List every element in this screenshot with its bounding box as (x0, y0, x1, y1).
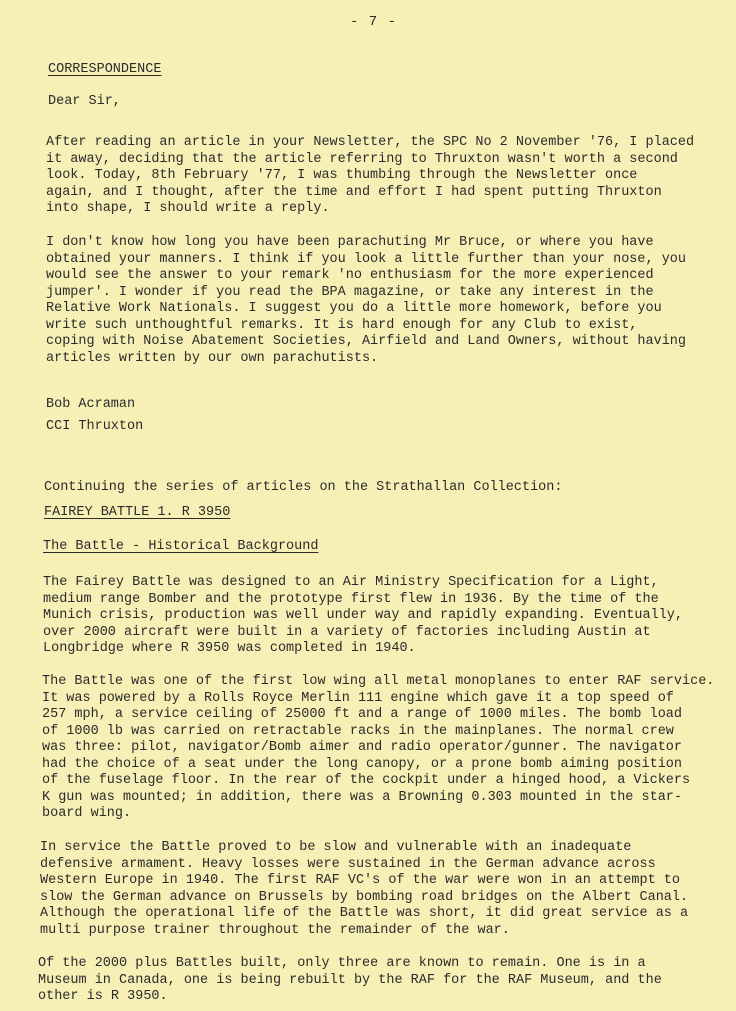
letter-paragraph-2 (46, 235, 686, 367)
text-line: K gun was mounted; in addition, there was a Browning 0.303 mounted in the star- (42, 789, 683, 805)
text-line: coping with Noise Abatement Societies, Airfield and Land Owners, without having (46, 334, 687, 349)
text-line: Although the operational life of the Battle was short, it did great service as a (40, 906, 689, 921)
article-paragraph-2 (42, 674, 714, 823)
text-line: look. Today, 8th February '77, I was thumbing through the Newsletter once (46, 168, 638, 183)
text-line: over 2000 aircraft were built in a variety of factories including Austin at (43, 624, 651, 640)
text-line: had the choice of a seat under the long canopy, or a prone bomb aiming position (42, 756, 683, 772)
text-line: The Battle was one of the first low wing all metal monoplanes to enter RAF service. (42, 674, 715, 689)
text-line: 257 mph, a service ceiling of 25000 ft and a range of 1000 miles. The bomb load (42, 707, 683, 722)
text-line: I don't know how long you have been parachuting Mr Bruce, or where you have (46, 235, 654, 250)
text-line: of 1000 lb was carried on retractable racks in the mainplanes. The normal crew (42, 723, 674, 739)
text-line: again, and I thought, after the time and effort I had spent putting Thruxton (46, 184, 662, 200)
signature-name: Bob Acraman (46, 397, 136, 412)
text-line: of the fuselage floor. In the rear of the cockpit under a hinged hood, a Vickers (42, 773, 691, 788)
text-line: Munich crisis, production was well under way and rapidly expanding. Eventually, (43, 608, 684, 623)
article-title: FAIREY BATTLE 1. R 3950 (44, 505, 231, 520)
article-subheading: The Battle - Historical Background (43, 539, 319, 554)
text-line: In service the Battle proved to be slow and vulnerable with an inadequate (40, 840, 632, 855)
article-paragraph-3 (40, 840, 688, 939)
article-paragraph-4 (38, 956, 662, 1006)
text-line: The Fairey Battle was designed to an Air Ministry Specification for a Light, (43, 575, 659, 590)
article-paragraph-1 (43, 575, 683, 658)
text-line: was three: pilot, navigator/Bomb aimer and radio operator/gunner. The navigator (42, 740, 683, 755)
page-number: - 7 - (350, 14, 398, 30)
text-line: obtained your manners. I think if you look a little further than your nose, you (46, 251, 687, 267)
correspondence-heading: CORRESPONDENCE (48, 62, 162, 77)
text-line: jumper'. I wonder if you read the BPA magazine, or take any interest in the (46, 284, 654, 300)
text-line: It was powered by a Rolls Royce Merlin 111 engine which gave it a top speed of (42, 690, 674, 706)
article-intro: Continuing the series of articles on the Strathallan Collection: (44, 480, 563, 495)
text-line: multi purpose trainer throughout the remainder of the war. (40, 922, 510, 938)
salutation: Dear Sir, (48, 94, 121, 109)
text-line: other is R 3950. (38, 989, 168, 1004)
text-line: write such unthoughtful remarks. It is hard enough for any Club to exist, (46, 317, 638, 333)
text-line: medium range Bomber and the prototype first flew in 1936. By the time of the (43, 591, 659, 607)
text-line: board wing. (42, 806, 132, 821)
text-line: Longbridge where R 3950 was completed in 1940. (43, 641, 416, 656)
text-line: would see the answer to your remark 'no enthusiasm for the more experienced (46, 268, 654, 283)
text-line: slow the German advance on Brussels by bombing road bridges on the Albert Canal. (40, 889, 689, 905)
text-line: articles written by our own parachutists. (46, 350, 379, 366)
text-line: After reading an article in your Newsletter, the SPC No 2 November '76, I placed (46, 135, 695, 150)
text-line: into shape, I should write a reply. (46, 201, 330, 216)
text-line: it away, deciding that the article referring to Thruxton wasn't worth a second (46, 151, 678, 167)
signature-title: CCI Thruxton (46, 419, 144, 434)
text-line: defensive armament. Heavy losses were sustained in the German advance across (40, 856, 656, 872)
text-line: Of the 2000 plus Battles built, only three are known to remain. One is in a (38, 956, 646, 971)
text-line: Western Europe in 1940. The first RAF VC's of the war were won in an attempt to (40, 873, 681, 888)
text-line: Museum in Canada, one is being rebuilt by the RAF for the RAF Museum, and the (38, 972, 662, 988)
signature-block (46, 394, 143, 438)
letter-paragraph-1 (46, 135, 694, 218)
text-line: Relative Work Nationals. I suggest you do a little more homework, before you (46, 301, 662, 316)
